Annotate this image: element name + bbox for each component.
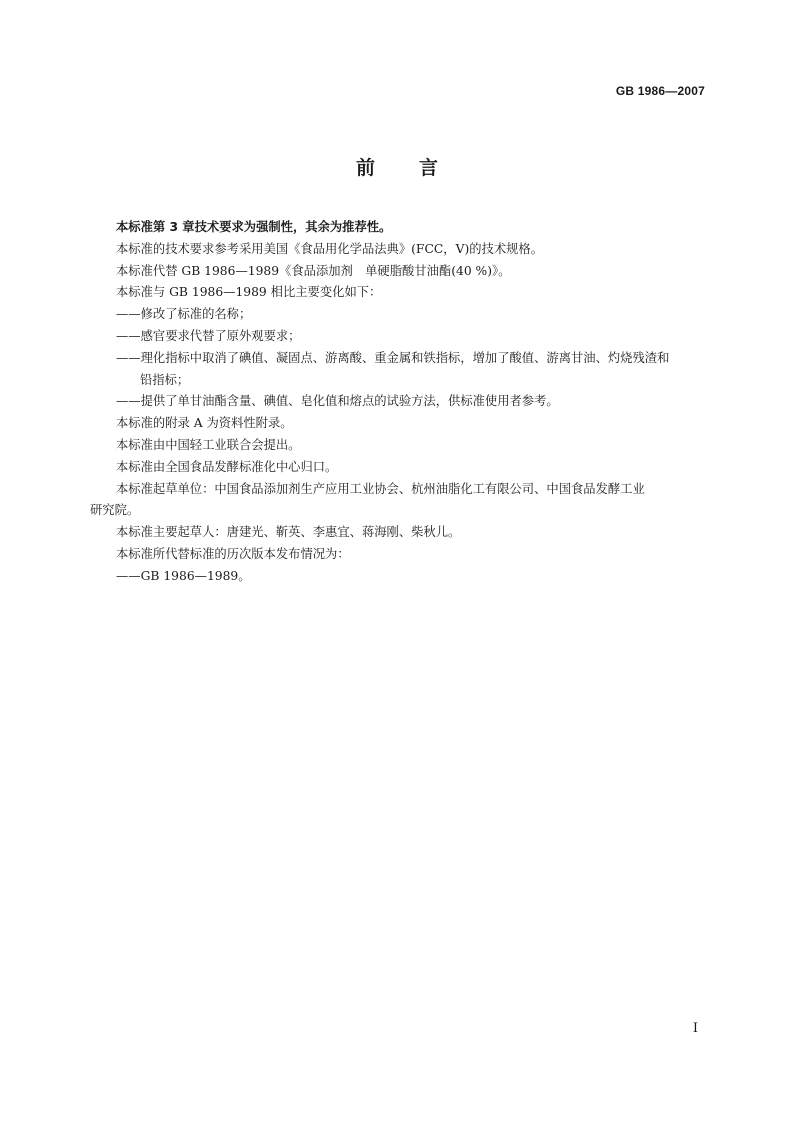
change-item: ——感官要求代替了原外观要求； bbox=[116, 328, 301, 343]
paragraph-managed-by: 本标准由全国食品发酵标准化中心归口。 bbox=[116, 459, 338, 474]
page-title: 前言 bbox=[355, 157, 482, 179]
paragraph-changes-intro: 本标准与 GB 1986—1989 相比主要变化如下： bbox=[116, 285, 382, 300]
paragraph-proposed-by: 本标准由中国轻工业联合会提出。 bbox=[116, 437, 301, 452]
paragraph-mandatory-note: 本标准第 3 章技术要求为强制性，其余为推荐性。 bbox=[116, 220, 392, 234]
paragraph-history: 本标准所代替标准的历次版本发布情况为： bbox=[116, 546, 350, 561]
history-item: ——GB 1986—1989。 bbox=[116, 568, 251, 583]
paragraph-replaces: 本标准代替 GB 1986—1989《食品添加剂 单硬脂酸甘油酯(40 %)》。 bbox=[116, 263, 511, 278]
standard-code: GB 1986—2007 bbox=[615, 84, 705, 98]
page-number: Ⅰ bbox=[692, 1021, 698, 1036]
paragraph-drafting-units-continuation: 研究院。 bbox=[90, 503, 140, 518]
paragraph-drafting-units: 本标准起草单位：中国食品添加剂生产应用工业协会、杭州油脂化工有限公司、中国食品发酵工业 bbox=[116, 481, 645, 496]
paragraph-reference: 本标准的技术要求参考采用美国《食品用化学品法典》(FCC，Ⅴ)的技术规格。 bbox=[116, 241, 544, 256]
paragraph-drafters: 本标准主要起草人：唐建光、靳英、李惠宜、蒋海刚、柴秋儿。 bbox=[116, 525, 461, 540]
change-item-continuation: 铅指标； bbox=[140, 372, 190, 387]
foreword-body bbox=[90, 217, 706, 588]
change-item: ——提供了单甘油酯含量、碘值、皂化值和熔点的试验方法，供标准使用者参考。 bbox=[116, 394, 559, 409]
change-item: ——修改了标准的名称； bbox=[116, 307, 252, 322]
paragraph-appendix: 本标准的附录 A 为资料性附录。 bbox=[116, 416, 293, 431]
change-item: ——理化指标中取消了碘值、凝固点、游离酸、重金属和铁指标，增加了酸值、游离甘油、灼烧残渣和 bbox=[116, 350, 670, 365]
